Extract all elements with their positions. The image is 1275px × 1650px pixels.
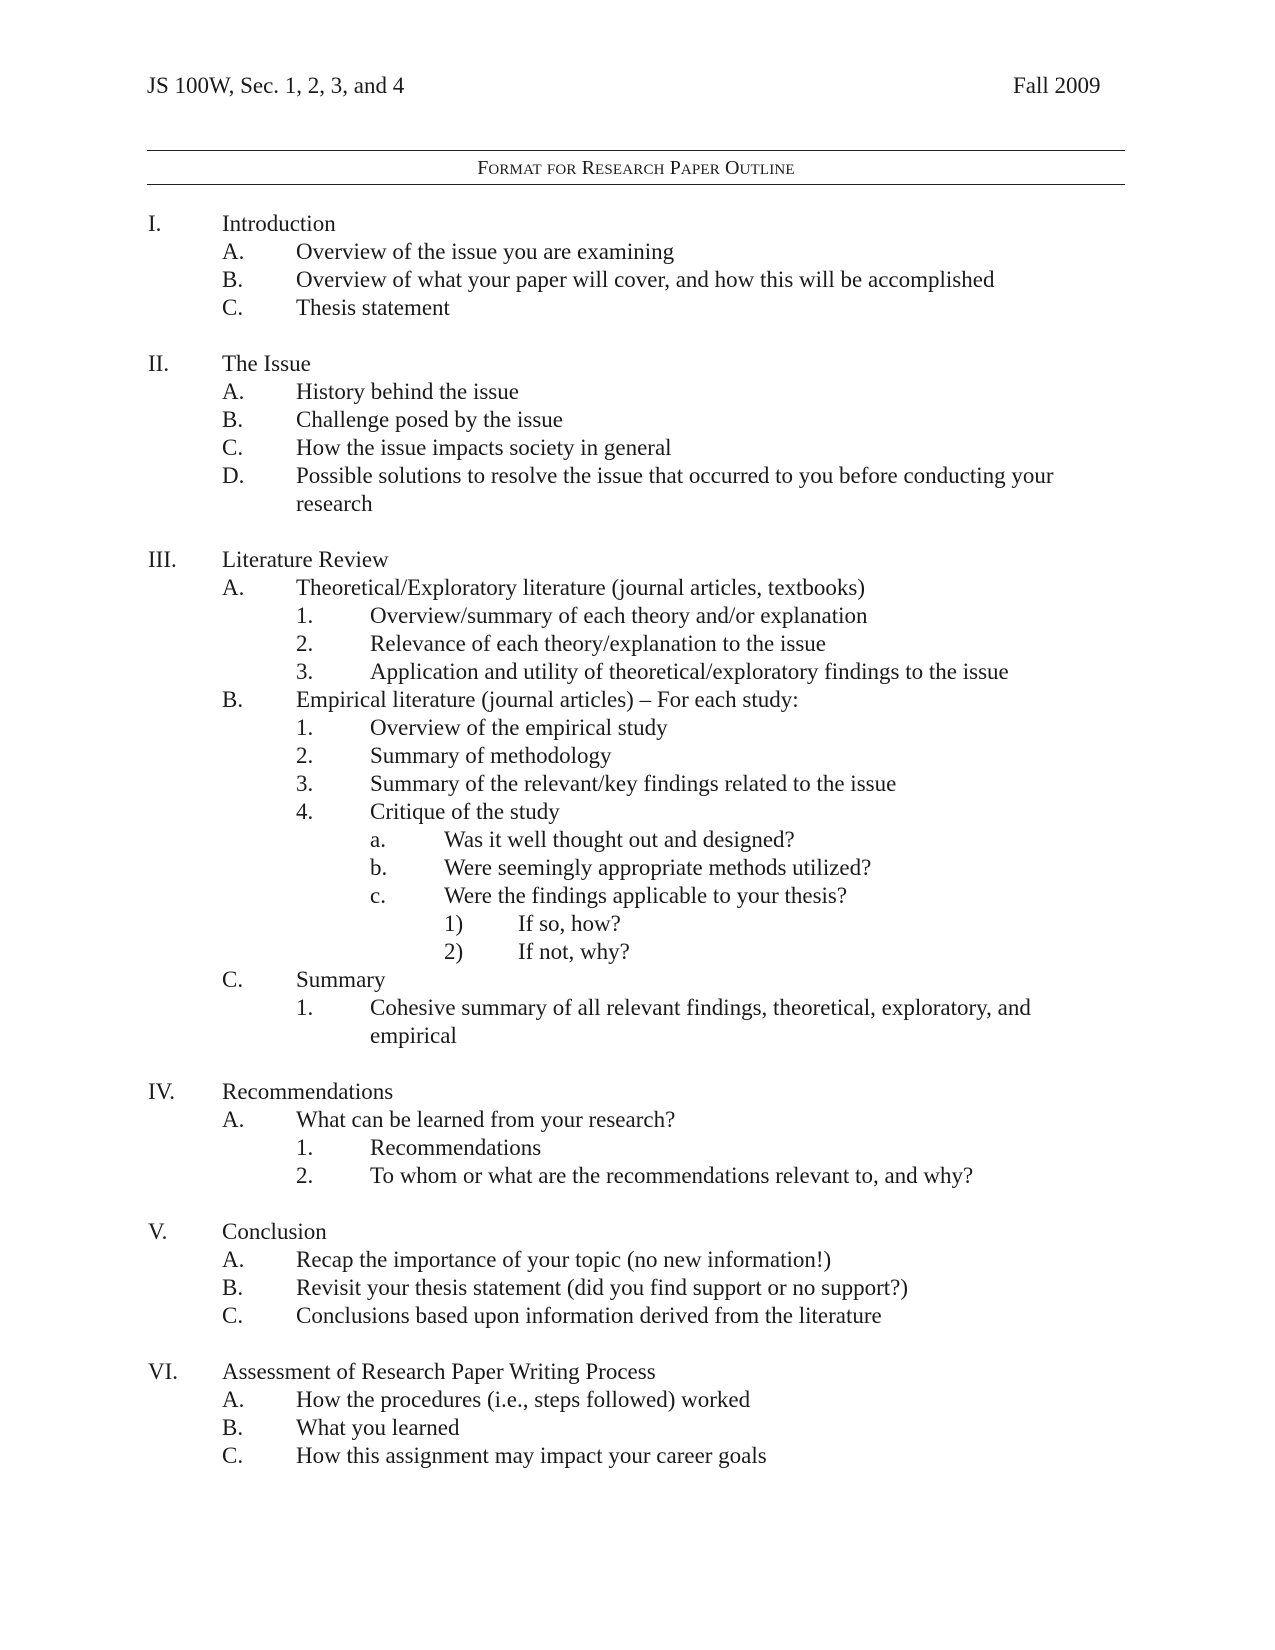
outline-marker-s3a1: 1.	[296, 603, 314, 628]
title-word-outline: OUTLINE	[724, 157, 795, 179]
outline-marker-s1c: C.	[222, 295, 244, 320]
outline-text-s3b4c: Were the findings applicable to your thesis?	[444, 883, 848, 908]
outline-marker-s5a: A.	[222, 1247, 245, 1272]
outline-marker-s5b: B.	[222, 1275, 244, 1300]
term-header: Fall 2009	[1013, 73, 1101, 98]
outline-text-s3b3: Summary of the relevant/key findings related to the issue	[370, 771, 897, 796]
outline-text-s5b: Revisit your thesis statement (did you find support or no support?)	[296, 1275, 908, 1300]
outline-text-s4a2: To whom or what are the recommendations relevant to, and why?	[370, 1163, 974, 1188]
outline-marker-s4a: A.	[222, 1107, 245, 1132]
outline-marker-s6b: B.	[222, 1415, 244, 1440]
outline-marker-s3: III.	[148, 547, 177, 572]
outline-text-s4a: What can be learned from your research?	[296, 1107, 676, 1132]
title-word-paper: PAPER	[669, 157, 720, 179]
outline-marker-s5c: C.	[222, 1303, 244, 1328]
outline-marker-s2: II.	[148, 351, 170, 376]
outline-text-s6b: What you learned	[296, 1415, 460, 1440]
outline-text-s1b: Overview of what your paper will cover, and how this will be accomplished	[296, 267, 995, 292]
outline-marker-s2b: B.	[222, 407, 244, 432]
outline-marker-s3c1: 1.	[296, 995, 314, 1020]
outline-text-s6: Assessment of Research Paper Writing Process	[222, 1359, 656, 1384]
outline-marker-s3b: B.	[222, 687, 244, 712]
title-word-format: FORMAT	[477, 157, 542, 179]
outline-text-s2: The Issue	[222, 351, 311, 376]
outline-marker-s3b4c: c.	[370, 883, 386, 908]
outline-marker-s3b2: 2.	[296, 743, 314, 768]
outline-text-s3b4c2: If not, why?	[518, 939, 630, 964]
outline-marker-s4a2: 2.	[296, 1163, 314, 1188]
outline-marker-s2a: A.	[222, 379, 245, 404]
outline-text-s5a: Recap the importance of your topic (no new information!)	[296, 1247, 832, 1272]
outline-text-s2d: Possible solutions to resolve the issue that occurred to you before conducting your	[296, 463, 1054, 488]
outline-text-s3c1: Cohesive summary of all relevant findings, theoretical, exploratory, and	[370, 995, 1031, 1020]
outline-marker-s3b1: 1.	[296, 715, 314, 740]
outline-marker-s5: V.	[148, 1219, 168, 1244]
outline-text-s2d_cont: research	[296, 491, 373, 516]
outline-text-s3b4c1: If so, how?	[518, 911, 621, 936]
outline-marker-s3a2: 2.	[296, 631, 314, 656]
outline-text-s3a: Theoretical/Exploratory literature (journal articles, textbooks)	[296, 575, 866, 600]
outline-text-s3b4a: Was it well thought out and designed?	[444, 827, 795, 852]
outline-marker-s6c: C.	[222, 1443, 244, 1468]
outline-marker-s6a: A.	[222, 1387, 245, 1412]
outline-marker-s6: VI.	[148, 1359, 179, 1384]
outline-marker-s3a: A.	[222, 575, 245, 600]
outline-text-s1a: Overview of the issue you are examining	[296, 239, 675, 264]
outline-text-s3: Literature Review	[222, 547, 389, 572]
outline-marker-s3b4b: b.	[370, 855, 388, 880]
outline-text-s6c: How this assignment may impact your career goals	[296, 1443, 767, 1468]
outline-text-s1: Introduction	[222, 211, 336, 236]
title-word-for: FOR	[546, 162, 577, 178]
outline-text-s6a: How the procedures (i.e., steps followed) worked	[296, 1387, 751, 1412]
course-header: JS 100W, Sec. 1, 2, 3, and 4	[147, 73, 405, 98]
outline-text-s2c: How the issue impacts society in general	[296, 435, 672, 460]
outline-text-s5: Conclusion	[222, 1219, 327, 1244]
outline-text-s3b1: Overview of the empirical study	[370, 715, 668, 740]
outline-text-s3c1_cont: empirical	[370, 1023, 457, 1048]
outline-text-s3a2: Relevance of each theory/explanation to the issue	[370, 631, 826, 656]
outline-marker-s1a: A.	[222, 239, 245, 264]
outline-marker-s3b4: 4.	[296, 799, 314, 824]
outline-marker-s4: IV.	[148, 1079, 176, 1104]
outline-text-s5c: Conclusions based upon information derived from the literature	[296, 1303, 882, 1328]
outline-marker-s3c: C.	[222, 967, 244, 992]
outline-marker-s1: I.	[148, 211, 162, 236]
outline-marker-s3b4a: a.	[370, 827, 386, 852]
outline-text-s3c: Summary	[296, 967, 386, 992]
outline-marker-s2c: C.	[222, 435, 244, 460]
outline-text-s4: Recommendations	[222, 1079, 394, 1104]
outline-text-s1c: Thesis statement	[296, 295, 450, 320]
outline-marker-s1b: B.	[222, 267, 244, 292]
outline-text-s3b4b: Were seemingly appropriate methods utilized?	[444, 855, 872, 880]
outline-marker-s3a3: 3.	[296, 659, 314, 684]
outline-text-s3b: Empirical literature (journal articles) – For each study:	[296, 687, 799, 712]
outline-marker-s3b4c2: 2)	[444, 939, 464, 964]
outline-text-s4a1: Recommendations	[370, 1135, 542, 1160]
outline-text-s3a3: Application and utility of theoretical/exploratory findings to the issue	[370, 659, 1009, 684]
outline-text-s3a1: Overview/summary of each theory and/or explanation	[370, 603, 868, 628]
outline-marker-s3b4c1: 1)	[444, 911, 464, 936]
outline-text-s2a: History behind the issue	[296, 379, 519, 404]
title-word-research: RESEARCH	[581, 157, 665, 179]
outline-marker-s4a1: 1.	[296, 1135, 314, 1160]
outline-text-s3b4: Critique of the study	[370, 799, 560, 824]
outline-marker-s2d: D.	[222, 463, 245, 488]
outline-text-s3b2: Summary of methodology	[370, 743, 612, 768]
outline-marker-s3b3: 3.	[296, 771, 314, 796]
outline-text-s2b: Challenge posed by the issue	[296, 407, 564, 432]
